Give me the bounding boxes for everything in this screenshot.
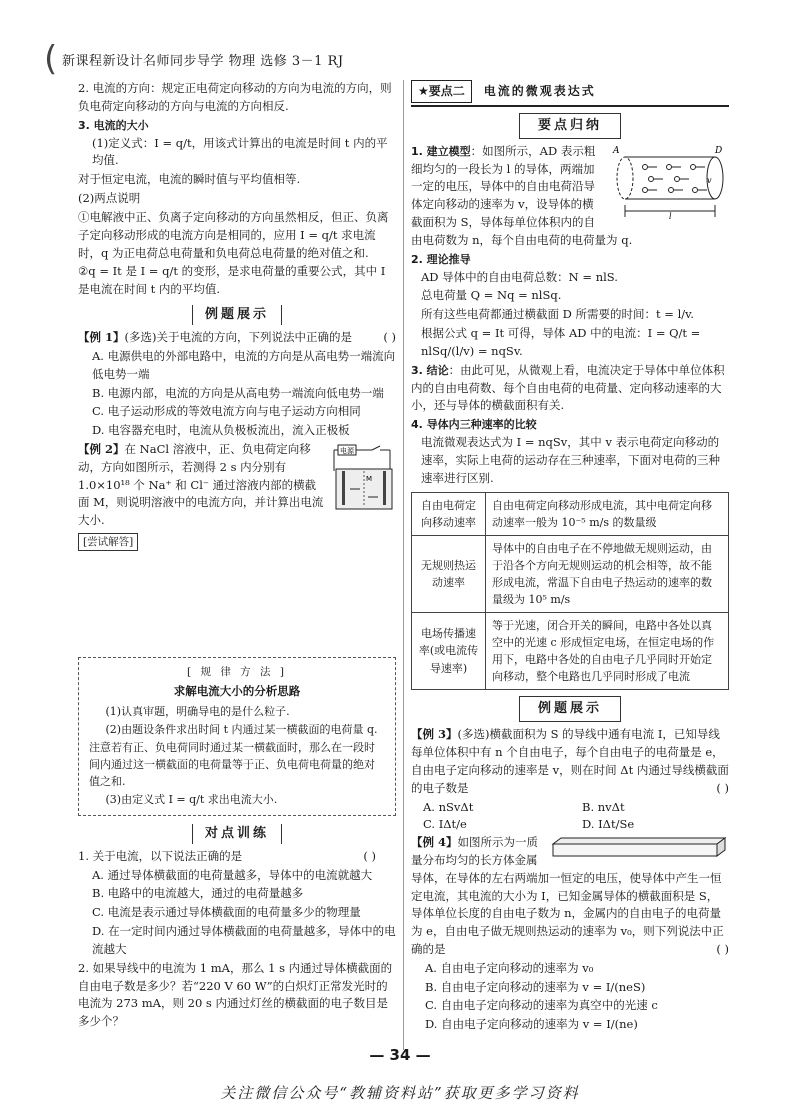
derivation-line-2: 总电荷量 Q = Nq = nlSq. [421, 288, 562, 303]
example-3-stem: 【例 3】(多选)横截面积为 S 的导线中通有电流 I，已知导线每单位体积中有 n 个自由电子，每个自由电子的电荷量是 e，自由电子定向移动的速率是 v，则在时间 Δt 内通过导线横截面的电子数是 ( ) [411, 727, 729, 795]
model-text: 1. 建立模型：如图所示，AD 表示粗细均匀的一段长为 l 的导体，两端加一定的电压，导体中的自由电荷沿导体定向移动的速率为 v，设导体的横截面积为 S，导体每单位体积内的自由电荷数为 n，每个自由电荷的电荷量为 q. [411, 143, 633, 247]
answer-space [78, 551, 396, 649]
table-cell-name: 无规则热运动速率 [412, 535, 486, 612]
left-column [78, 80, 396, 1032]
conductor-model-figure [611, 143, 729, 221]
example-2 [78, 441, 396, 551]
example-1-option-a: A. 电源供电的外部电路中，电流的方向是从高电势一端流向低电势一端 [92, 348, 396, 381]
drill-banner: 对点训练 [78, 824, 396, 844]
key-point-title: 电流的微观表达式 [483, 84, 596, 98]
method-step-1: (1)认真审题，明确导电的是什么粒子. [105, 705, 290, 719]
header-title: 新课程新设计名师同步导学 物理 选修 3－1 RJ [62, 54, 344, 69]
footer-note: 关注微信公众号“教辅资料站”获取更多学习资料 [220, 1084, 580, 1102]
method-tag: [ 规 律 方 法 ] [187, 666, 287, 679]
model-section [411, 143, 729, 251]
summary-banner: 要点归纳 [411, 113, 729, 139]
example-4 [411, 834, 729, 1034]
figure-label-v: v [707, 175, 712, 185]
example-4-option-a: A. 自由电子定向移动的速率为 v₀ [425, 960, 594, 975]
example-4-option-b: B. 自由电子定向移动的速率为 v = I/(neS) [425, 979, 646, 994]
example-3-options [411, 799, 729, 835]
definition-formula: (1)定义式：I = q/t，用该式计算出的电流是时间 t 内的平均值. [92, 135, 388, 168]
column-divider [403, 80, 404, 1050]
table-row [412, 535, 729, 612]
question-1-stem: 1. 关于电流，以下说法正确的是 ( ) [78, 848, 376, 863]
three-speeds-title: 4. 导体内三种速率的比较 [411, 418, 537, 432]
two-points-heading: (2)两点说明 [78, 191, 141, 206]
table-cell-desc: 自由电荷定向移动形成电流，其中电荷定向移动速率一般为 10⁻⁵ m/s 的数量级 [486, 492, 729, 535]
steady-current-note: 对于恒定电流，电流的瞬时值与平均值相等. [78, 172, 301, 187]
table-cell-desc: 导体中的自由电子在不停地做无规则运动，由于沿各个方向无规则运动的机会相等，故不能形成电流，常温下自由电子热运动的速率的数量级为 10⁵ m/s [486, 535, 729, 612]
example-1-stem: 【例 1】(多选)关于电流的方向，下列说法中正确的是 ( ) [78, 330, 396, 345]
question-1-option-d: D. 在一定时间内通过导体横截面的电荷量越多，导体中的电流越大 [92, 924, 396, 956]
point-a: ①电解液中正、负离子定向移动的方向虽然相反，但正、负离子定向移动形成的电流方向是相同的，应用 I = q/t 求电流时，q 为正电荷总电荷量和负电荷总电荷量的绝对值之和. [78, 209, 389, 260]
example-3-option-d: D. IΔt/Se [582, 817, 635, 832]
figure-label-d: D [715, 145, 723, 156]
figure-label-a: A [613, 145, 620, 156]
method-step-3: (3)由定义式 I = q/t 求出电流大小. [105, 792, 278, 806]
key-point-tag: ★要点二 [411, 80, 472, 103]
point-b: ②q = It 是 I = q/t 的变形，是求电荷量的重要公式，其中 I 是电流在时间 t 内的平均值. [78, 264, 386, 297]
example-3-option-a: A. nSvΔt [423, 799, 474, 814]
section-3-title: 3. 电流的大小 [78, 118, 149, 132]
example-4-stem: 【例 4】如图所示为一质量分布均匀的长方体金属导体，在导体的左右两端加一恒定的电压，使导体中产生一恒定电流，其电流的大小为 I，已知金属导体的横截面积是 S，导体单位长度的自由电子数为 n，金属内的自由电子的电荷量为 e，自由电子做无规则热运动的速率为 v₀，则下列说法中正确的是 ( ) [411, 835, 729, 956]
method-step-2: (2)由题设条件求出时间 t 内通过某一横截面的电荷量 q. 注意若有正、负电荷同时通过某一横截面时，那么在一段时间内通过这一横截面的电荷量等于正、负电荷电荷量的绝对值之和. [89, 723, 378, 788]
three-speeds-intro: 电流微观表达式为 I = nqSv，其中 v 表示电荷定向移动的速率，实际上电荷的运动存在三种速率，下面对电荷的三种速率进行区别. [421, 435, 720, 485]
section-m-label: M [366, 475, 373, 483]
example-banner-right: 例题展示 [411, 696, 729, 722]
example-4-option-d: D. 自由电子定向移动的速率为 v = I/(ne) [425, 1017, 638, 1032]
method-title: 求解电流大小的分析思路 [173, 683, 301, 698]
derivation-title: 2. 理论推导 [411, 252, 471, 266]
speed-comparison-table [411, 492, 729, 690]
derivation-line-4: 根据公式 q = It 可得，导体 AD 中的电流：I = Q/t = nlSq/(l/v) = nqSv. [421, 326, 701, 358]
electrolyte-figure [332, 441, 396, 511]
method-box [78, 657, 396, 815]
power-source-label: 电源 [340, 447, 354, 455]
example-1-option-b: B. 电源内部，电流的方向是从高电势一端流向低电势一端 [92, 385, 384, 400]
derivation-line-3: 所有这些电荷都通过横截面 D 所需要的时间：t = l/v. [421, 307, 694, 322]
example-1-option-d: D. 电容器充电时，电流从负极板流出，流入正极板 [92, 423, 350, 438]
try-answer-label: [尝试解答] [78, 533, 138, 551]
conclusion: 3. 结论：由此可见，从微观上看，电流决定于导体中单位体积内的自由电荷数、每个自由电荷的电荷量、定向移动速率的大小，还与导体的横截面积有关. [411, 362, 725, 413]
example-banner-left: 例题展示 [78, 305, 396, 325]
example-4-option-c: C. 自由电子定向移动的速率为真空中的光速 c [425, 998, 658, 1013]
table-cell-name: 自由电荷定向移动速率 [412, 492, 486, 535]
table-row [412, 492, 729, 535]
example-2-stem: 【例 2】在 NaCl 溶液中，正、负电荷定向移动，方向如图所示，若测得 2 s 内分别有 1.0×10¹⁸ 个 Na⁺ 和 Cl⁻ 通过溶液内部的横截面 M，则说明溶液中的电流方向，并计算出电流大小. [78, 442, 324, 528]
example-3-option-b: B. nvΔt [582, 799, 625, 814]
page-header [44, 39, 764, 79]
table-row [412, 612, 729, 689]
section-2-direction: 2. 电流的方向：规定正电荷定向移动的方向为电流的方向，则负电荷定向移动的方向与电流的方向相反. [78, 81, 392, 113]
question-2: 2. 如果导线中的电流为 1 mA，那么 1 s 内通过导体横截面的自由电子数是多少？若“220 V 60 W”的白炽灯正常发光时的电流为 273 mA，则 20 s 内通过灯丝的横截面的电子数目是多少个？ [78, 960, 393, 1029]
table-cell-name: 电场传播速率(或电流传导速率) [412, 612, 486, 689]
table-cell-desc: 等于光速，闭合开关的瞬间，电路中各处以真空中的光速 c 形成恒定电场，在恒定电场的作用下，电路中各处的自由电子几乎同时开始定向移动，整个电路也几乎同时形成了电流 [486, 612, 729, 689]
derivation-line-1: AD 导体中的自由电荷总数：N = nlS. [421, 269, 618, 284]
page-number: — 34 — [369, 1046, 431, 1064]
metal-bar-figure [549, 834, 729, 860]
header-bracket: ( [44, 39, 58, 79]
question-1-option-b: B. 电路中的电流越大，通过的电荷量越多 [92, 886, 304, 901]
example-3-option-c: C. IΔt/e [423, 817, 467, 832]
question-1-option-c: C. 电流是表示通过导体横截面的电荷量多少的物理量 [92, 905, 361, 920]
example-1-option-c: C. 电子运动形成的等效电流方向与电子运动方向相同 [92, 404, 361, 419]
question-1-option-a: A. 通过导体横截面的电荷量越多，导体中的电流就越大 [92, 867, 373, 882]
key-point-2-header [411, 80, 729, 107]
right-column [411, 80, 729, 1035]
figure-label-l: l [669, 211, 672, 221]
